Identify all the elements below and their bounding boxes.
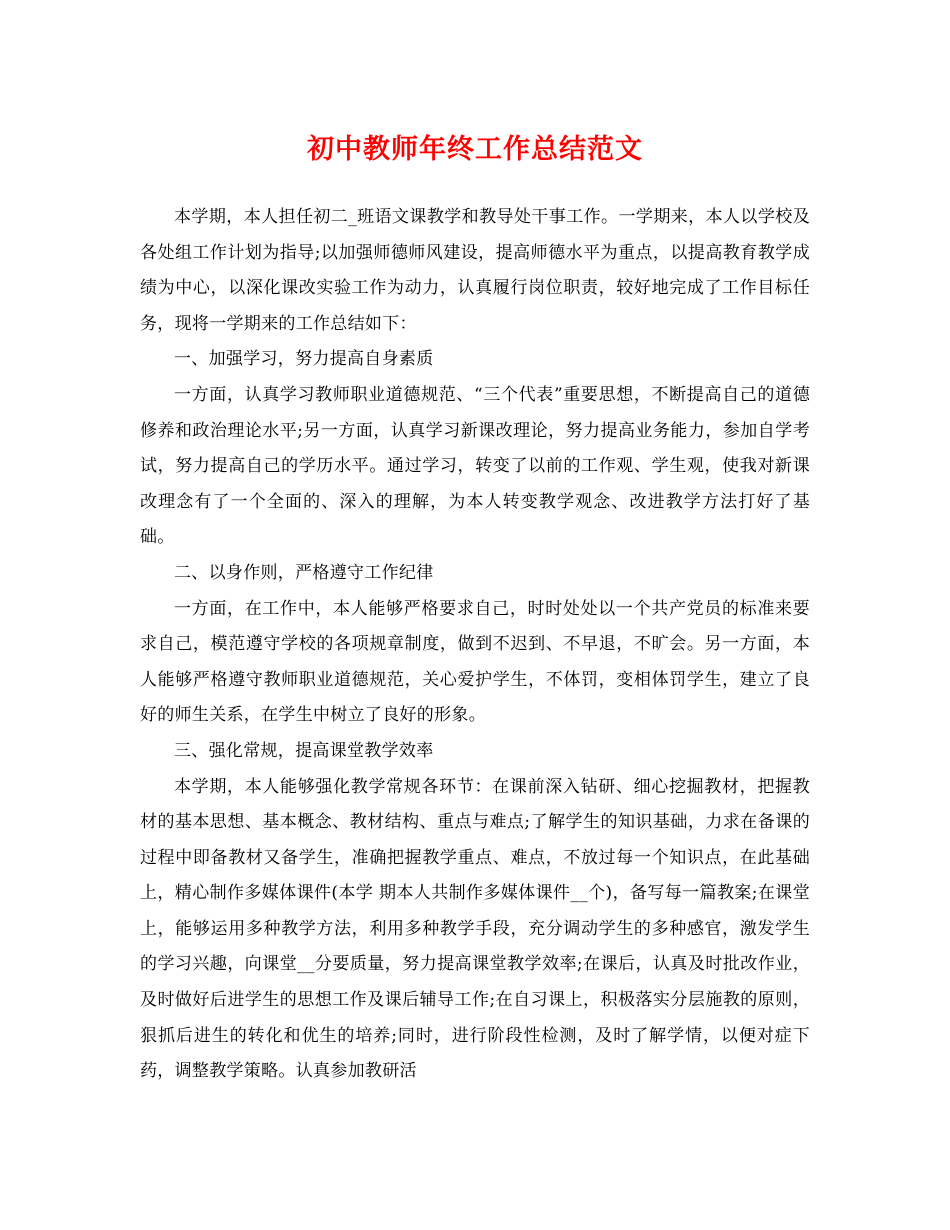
section-heading-2: 二、以身作则，严格遵守工作纪律 bbox=[174, 562, 434, 583]
paragraph-section-3: 本学期，本人能够强化教学常规各环节：在课前深入钻研、细心挖掘教材，把握教材的基本思想、基本概念、教材结构、重点与难点;了解学生的知识基础，力求在备课的过程中即备教材又备学生，准确把握教学重点、难点，不放过每一个知识点，在此基础上，精心制作多媒体课件(本学 期本人共制作多媒体课件__个)，备写每一篇教案;在课堂上，能够运用多种教学方法，利用多种教学手段，充分调动学生的多种感官，激发学生的学习兴趣，向课堂__分要质量，努力提高课堂教学效率;在课后，认真及时批改作业，及时做好后进学生的思想工作及课后辅导工作;在自习课上，积极落实分层施教的原则，狠抓后进生的转化和优生的培养;同时，进行阶段性检测，及时了解学情，以便对症下药，调整教学策略。认真参加教研活 bbox=[140, 776, 810, 1082]
paragraph-section-2: 一方面，在工作中，本人能够严格要求自己，时时处处以一个共产党员的标准来要求自己，模范遵守学校的各项规章制度，做到不迟到、不早退，不旷会。另一方面，本人能够严格遵守教师职业道德规范，关心爱护学生，不体罚，变相体罚学生，建立了良好的师生关系，在学生中树立了良好的形象。 bbox=[140, 598, 810, 726]
paragraph-intro: 本学期，本人担任初二_班语文课教学和教导处干事工作。一学期来，本人以学校及各处组工作计划为指导;以加强师德师风建设，提高师德水平为重点，以提高教育教学成绩为中心，以深化课改实验工作为动力，认真履行岗位职责，较好地完成了工作目标任务，现将一学期来的工作总结如下： bbox=[140, 207, 810, 334]
paragraph-section-1: 一方面，认真学习教师职业道德规范、“三个代表”重要思想，不断提高自己的道德修养和政治理论水平;另一方面，认真学习新课改理论，努力提高业务能力，参加自学考试，努力提高自己的学历水平。通过学习，转变了以前的工作观、学生观，使我对新课改理念有了一个全面的、深入的理解，为本人转变教学观念、改进教学方法打好了基础。 bbox=[140, 384, 810, 548]
document-body bbox=[140, 200, 810, 1090]
section-heading-1: 一、加强学习，努力提高自身素质 bbox=[174, 349, 434, 370]
document-title: 初中教师年终工作总结范文 bbox=[307, 134, 643, 165]
section-heading-3: 三、强化常规，提高课堂教学效率 bbox=[174, 740, 434, 761]
